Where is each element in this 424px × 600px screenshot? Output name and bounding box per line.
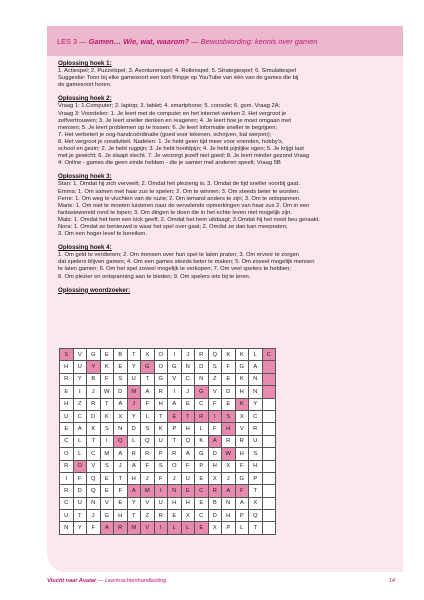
wordsearch-cell: V xyxy=(208,386,222,398)
wordsearch-cell: B xyxy=(114,349,128,361)
wordsearch-table xyxy=(59,348,276,535)
wordsearch-cell: Y xyxy=(127,497,141,509)
wordsearch-cell: B xyxy=(87,373,101,385)
wordsearch-cell: E xyxy=(60,386,74,398)
wordsearch-cell: G xyxy=(168,361,182,373)
section-hoek-2 xyxy=(58,95,392,167)
wordsearch-cell: A xyxy=(73,423,87,435)
wordsearch-cell: S xyxy=(141,423,155,435)
wordsearch-cell: U xyxy=(73,497,87,509)
wordsearch-cell: S xyxy=(114,373,128,385)
wordsearch-grid xyxy=(59,348,276,535)
section-body: Stan: 1. Omdat hij zich verveelt; 2. Omdat het plezierig is; 3. Omdat de tijd sneller voorbij gaat. Emma: 1. Om samen met haar zus te spelen; 2. Om te winnen; 3. Om steeds beter te worden. Ferre: 1. Om weg te vluchten van de ruzie; 2. Om iemand anders te zijn; 3. Om te ontspannen. Marie: 1. Om niet te moeten luisteren naar de vervelende opmerkingen van haar zus 2. Om in een fantasiewereld rond te lopen; 3. Om dingen te doen die in het echte leven niet mogelijk zijn. Mats: 1. Omdat het hem een kick geeft; 2. Omdat het hem uitdaagt; 3.Omdat hij het nooit beu geraakt. Nora: 1. Omdat ze benieuwd is waar het spel over gaat; 2. Omdat ze dan kan meepraten; 3. Om een hoger level te bereiken. xyxy=(58,181,320,238)
wordsearch-cell: N xyxy=(60,522,74,534)
wordsearch-cell: E xyxy=(60,423,74,435)
wordsearch-cell: Y xyxy=(73,373,87,385)
wordsearch-cell: A xyxy=(235,497,249,509)
wordsearch-cell: V xyxy=(235,423,249,435)
wordsearch-cell: F xyxy=(222,361,236,373)
wordsearch-cell: F xyxy=(181,460,195,472)
section-heading: Oplossing hoek 3: xyxy=(58,173,112,181)
wordsearch-cell: X xyxy=(208,522,222,534)
wordsearch-cell: I xyxy=(60,472,74,484)
wordsearch-cell: N xyxy=(87,497,101,509)
wordsearch-cell: K xyxy=(235,349,249,361)
wordsearch-cell: R xyxy=(195,410,209,422)
wordsearch-cell: V xyxy=(73,349,87,361)
wordsearch-cell: F xyxy=(114,485,128,497)
wordsearch-cell: F xyxy=(87,522,101,534)
wordsearch-cell: Y xyxy=(127,361,141,373)
wordsearch-cell: J xyxy=(114,460,128,472)
wordsearch-cell: A xyxy=(114,398,128,410)
wordsearch-cell: D xyxy=(114,386,128,398)
wordsearch-cell: O xyxy=(154,361,168,373)
section-hoek-4 xyxy=(58,244,392,280)
wordsearch-cell: U xyxy=(127,373,141,385)
wordsearch-cell xyxy=(262,485,276,497)
wordsearch-cell xyxy=(262,460,276,472)
wordsearch-cell: D xyxy=(195,361,209,373)
wordsearch-cell: N xyxy=(114,423,128,435)
wordsearch-cell: R xyxy=(249,423,263,435)
wordsearch-cell: I xyxy=(73,386,87,398)
wordsearch-cell: O xyxy=(168,460,182,472)
wordsearch-row xyxy=(60,349,276,361)
wordsearch-cell: H xyxy=(154,398,168,410)
wordsearch-cell xyxy=(262,522,276,534)
wordsearch-cell: H xyxy=(181,497,195,509)
wordsearch-cell xyxy=(262,361,276,373)
wordsearch-cell: K xyxy=(154,423,168,435)
wordsearch-cell: S xyxy=(154,460,168,472)
section-body: Vraag 1: 1.Computer; 2. laptop; 3. tablet; 4. smartphone; 5. console; 6. gsm. Vraag 2A; Vraag 3: Voordelen: 1. Je leert met de computer en het internet werken 2. Het vergroot je zelfvertrouwen; 3. Je leert sneller denken en reageren; 4. Je leert hoe je moet omgaan met mensen; 5. Je leert problemen op te lossen; 6. Je leert informatie sneller te begrijpen; 7. Het verbetert je oog-handcoördinatie (goed voor tekenen, schrijven, bal werpen); 8. Het vergroot je creativiteit. Nadelen: 1. Je hebt geen tijd meer voor vrienden, hobby's, school en gezin; 2. Je hebt rugpijn; 3. Je hebt hoofdpijn; 4. Je hebt pijnlijke ogen; 5. Je krijgt last met je gewicht; 6. Je slaapt slecht. 7. Je verzorgt jezelf niet goed; 8. Je leert minder gezond Vraag 4: Online - games die geen einde hebben - die je samen met anderen speelt; Vraag 5B xyxy=(58,103,310,167)
wordsearch-cell: T xyxy=(181,410,195,422)
wordsearch-cell: S xyxy=(208,361,222,373)
wordsearch-cell: L xyxy=(235,522,249,534)
wordsearch-cell: V xyxy=(141,522,155,534)
wordsearch-cell: X xyxy=(114,410,128,422)
wordsearch-cell: W xyxy=(222,448,236,460)
wordsearch-cell: R xyxy=(222,435,236,447)
wordsearch-cell: L xyxy=(249,349,263,361)
wordsearch-cell: R xyxy=(87,398,101,410)
wordsearch-cell: R xyxy=(60,373,74,385)
wordsearch-cell: R xyxy=(60,460,74,472)
wordsearch-cell: G xyxy=(235,361,249,373)
wordsearch-cell: U xyxy=(154,435,168,447)
wordsearch-cell xyxy=(262,386,276,398)
wordsearch-cell xyxy=(262,472,276,484)
wordsearch-row xyxy=(60,510,276,522)
wordsearch-row xyxy=(60,398,276,410)
wordsearch-cell: D xyxy=(87,410,101,422)
wordsearch-cell: N xyxy=(195,373,209,385)
wordsearch-cell: T xyxy=(127,510,141,522)
wordsearch-cell: X xyxy=(141,349,155,361)
wordsearch-cell: C xyxy=(181,373,195,385)
page-number: 14 xyxy=(388,578,395,584)
wordsearch-cell: E xyxy=(181,398,195,410)
wordsearch-cell: J xyxy=(181,386,195,398)
wordsearch-cell: H xyxy=(127,472,141,484)
content xyxy=(58,60,392,300)
wordsearch-cell: G xyxy=(87,349,101,361)
wordsearch-row xyxy=(60,361,276,373)
wordsearch-cell: T xyxy=(249,485,263,497)
wordsearch-row xyxy=(60,410,276,422)
section-heading: Oplossing hoek 4: xyxy=(58,244,112,252)
wordsearch-cell: T xyxy=(168,435,182,447)
wordsearch-row xyxy=(60,386,276,398)
wordsearch-cell: Q xyxy=(141,435,155,447)
wordsearch-cell: R xyxy=(114,522,128,534)
wordsearch-cell: S xyxy=(249,448,263,460)
wordsearch-cell: E xyxy=(195,497,209,509)
wordsearch-cell xyxy=(262,410,276,422)
wordsearch-cell: N xyxy=(249,386,263,398)
wordsearch-row xyxy=(60,497,276,509)
wordsearch-cell: H xyxy=(181,423,195,435)
wordsearch-heading: Oplossing woordzoeker: xyxy=(58,286,131,294)
wordsearch-cell: U xyxy=(60,410,74,422)
wordsearch-cell: G xyxy=(195,448,209,460)
wordsearch-cell: O xyxy=(60,448,74,460)
wordsearch-cell: H xyxy=(249,460,263,472)
wordsearch-cell: E xyxy=(114,497,128,509)
wordsearch-cell: I xyxy=(100,435,114,447)
wordsearch-cell: U xyxy=(181,472,195,484)
wordsearch-cell: P xyxy=(154,448,168,460)
wordsearch-cell: S xyxy=(100,460,114,472)
wordsearch-cell: H xyxy=(222,423,236,435)
wordsearch-cell: E xyxy=(181,485,195,497)
lesson-subtitle: — Bewustwording: kennis over gamen xyxy=(191,36,318,46)
wordsearch-cell: A xyxy=(222,485,236,497)
wordsearch-cell: X xyxy=(222,460,236,472)
wordsearch-cell: K xyxy=(100,410,114,422)
wordsearch-cell: C xyxy=(60,497,74,509)
wordsearch-cell: E xyxy=(222,398,236,410)
wordsearch-cell: R xyxy=(168,448,182,460)
wordsearch-cell: Y xyxy=(87,361,101,373)
wordsearch-cell: D xyxy=(222,386,236,398)
wordsearch-cell: R xyxy=(235,435,249,447)
wordsearch-cell: V xyxy=(100,497,114,509)
wordsearch-cell: F xyxy=(141,398,155,410)
wordsearch-row xyxy=(60,423,276,435)
wordsearch-cell: C xyxy=(73,410,87,422)
wordsearch-cell: F xyxy=(235,460,249,472)
wordsearch-cell: S xyxy=(100,423,114,435)
wordsearch-cell: F xyxy=(235,485,249,497)
wordsearch-cell: Y xyxy=(127,410,141,422)
wordsearch-cell: F xyxy=(100,373,114,385)
wordsearch-cell: T xyxy=(141,373,155,385)
wordsearch-cell: P xyxy=(168,423,182,435)
wordsearch-cell: U xyxy=(73,361,87,373)
wordsearch-cell: X xyxy=(235,410,249,422)
wordsearch-cell: H xyxy=(114,510,128,522)
wordsearch-cell: G xyxy=(154,373,168,385)
wordsearch-cell xyxy=(262,398,276,410)
wordsearch-cell: K xyxy=(87,423,101,435)
wordsearch-cell: N xyxy=(168,485,182,497)
wordsearch-cell: H xyxy=(60,361,74,373)
footer-title: Vlucht naar Avatar xyxy=(47,578,97,584)
wordsearch-cell: R xyxy=(154,510,168,522)
wordsearch-cell: T xyxy=(87,435,101,447)
wordsearch-cell: H xyxy=(235,386,249,398)
wordsearch-cell: X xyxy=(208,472,222,484)
section-woordzoeker xyxy=(58,287,392,294)
wordsearch-cell: Q xyxy=(114,435,128,447)
wordsearch-cell: E xyxy=(100,485,114,497)
section-heading: Oplossing hoek 2: xyxy=(58,95,112,103)
wordsearch-cell: T xyxy=(154,410,168,422)
wordsearch-cell: I xyxy=(154,485,168,497)
wordsearch-cell xyxy=(262,497,276,509)
wordsearch-cell: T xyxy=(127,349,141,361)
lesson-header-text xyxy=(47,37,317,46)
wordsearch-row xyxy=(60,373,276,385)
wordsearch-cell: F xyxy=(208,398,222,410)
wordsearch-cell: N xyxy=(249,373,263,385)
wordsearch-cell: O xyxy=(154,349,168,361)
wordsearch-cell: K xyxy=(100,361,114,373)
wordsearch-cell: C xyxy=(87,448,101,460)
wordsearch-cell: O xyxy=(73,460,87,472)
wordsearch-cell: R xyxy=(60,485,74,497)
wordsearch-cell: R xyxy=(127,448,141,460)
wordsearch-cell: A xyxy=(127,485,141,497)
wordsearch-row xyxy=(60,485,276,497)
wordsearch-cell: J xyxy=(127,398,141,410)
wordsearch-cell: S xyxy=(222,410,236,422)
wordsearch-cell: Y xyxy=(249,398,263,410)
wordsearch-cell: F xyxy=(73,472,87,484)
wordsearch-cell: P xyxy=(249,472,263,484)
wordsearch-cell: E xyxy=(195,472,209,484)
wordsearch-cell: E xyxy=(114,361,128,373)
wordsearch-cell: J xyxy=(87,510,101,522)
wordsearch-cell: J xyxy=(87,386,101,398)
wordsearch-cell: E xyxy=(100,472,114,484)
wordsearch-cell: P xyxy=(222,522,236,534)
wordsearch-cell: C xyxy=(249,410,263,422)
wordsearch-cell: N xyxy=(181,361,195,373)
wordsearch-cell: S xyxy=(60,349,74,361)
section-heading: Oplossing hoek 1: xyxy=(58,60,112,67)
wordsearch-cell: H xyxy=(60,398,74,410)
wordsearch-cell: F xyxy=(141,460,155,472)
wordsearch-cell: N xyxy=(222,497,236,509)
wordsearch-cell: A xyxy=(141,386,155,398)
wordsearch-cell: D xyxy=(127,423,141,435)
wordsearch-cell: T xyxy=(249,522,263,534)
wordsearch-cell: A xyxy=(100,522,114,534)
wordsearch-cell xyxy=(262,423,276,435)
wordsearch-cell: E xyxy=(168,410,182,422)
wordsearch-cell: M xyxy=(127,522,141,534)
wordsearch-cell: G xyxy=(235,472,249,484)
wordsearch-cell: J xyxy=(168,472,182,484)
wordsearch-cell: X xyxy=(249,497,263,509)
wordsearch-cell: D xyxy=(73,485,87,497)
wordsearch-cell: L xyxy=(168,522,182,534)
wordsearch-cell: I xyxy=(154,522,168,534)
wordsearch-cell: U xyxy=(249,435,263,447)
wordsearch-cell: W xyxy=(100,386,114,398)
section-hoek-1 xyxy=(58,60,392,89)
wordsearch-cell: V xyxy=(168,373,182,385)
wordsearch-row xyxy=(60,472,276,484)
wordsearch-cell: L xyxy=(73,435,87,447)
wordsearch-cell: Z xyxy=(73,398,87,410)
wordsearch-cell: L xyxy=(195,423,209,435)
wordsearch-cell: U xyxy=(60,510,74,522)
wordsearch-cell: G xyxy=(100,510,114,522)
wordsearch-cell: C xyxy=(195,510,209,522)
wordsearch-cell: X xyxy=(181,510,195,522)
wordsearch-cell: I xyxy=(208,410,222,422)
wordsearch-cell: K xyxy=(235,398,249,410)
wordsearch-cell: B xyxy=(208,497,222,509)
wordsearch-cell: E xyxy=(195,522,209,534)
wordsearch-cell: E xyxy=(100,349,114,361)
wordsearch-row xyxy=(60,522,276,534)
wordsearch-cell: A xyxy=(249,361,263,373)
wordsearch-cell: A xyxy=(181,448,195,460)
wordsearch-row xyxy=(60,448,276,460)
wordsearch-cell: R xyxy=(154,386,168,398)
wordsearch-cell: L xyxy=(181,522,195,534)
footer-subtitle: — Leerkrachtenhandleiding xyxy=(97,578,167,584)
wordsearch-cell: Q xyxy=(87,485,101,497)
wordsearch-cell: H xyxy=(208,460,222,472)
wordsearch-cell: K xyxy=(235,373,249,385)
wordsearch-cell: A xyxy=(127,460,141,472)
lesson-number: LES 3 — xyxy=(57,36,87,46)
wordsearch-cell: H xyxy=(235,448,249,460)
wordsearch-cell: I xyxy=(168,386,182,398)
wordsearch-cell: H xyxy=(168,497,182,509)
wordsearch-cell: K xyxy=(195,435,209,447)
wordsearch-cell: A xyxy=(168,398,182,410)
wordsearch-cell: V xyxy=(141,497,155,509)
wordsearch-cell: I xyxy=(168,349,182,361)
wordsearch-cell xyxy=(262,373,276,385)
wordsearch-row xyxy=(60,460,276,472)
wordsearch-cell: J xyxy=(181,349,195,361)
wordsearch-cell: P xyxy=(235,510,249,522)
lesson-header xyxy=(47,26,403,56)
wordsearch-cell: Z xyxy=(141,510,155,522)
wordsearch-cell: M xyxy=(100,448,114,460)
wordsearch-cell: G xyxy=(195,386,209,398)
wordsearch-cell: M xyxy=(141,485,155,497)
wordsearch-cell: C xyxy=(195,485,209,497)
section-body: 1. Om geld te verdienen; 2. Om mensen over hun spel te laten praten; 3. Om ervoor te zorgen dat spelers blijven gamen; 4. Om een games steeds beter te maken; 5. Om zoveel mogelijk mensen te laten gamen; 6. Om het spel zoveel mogelijk te verkopen; 7. Om veel spelers te hebben; 8. Om plezier en ontspanning aan te bieden; 9. Om spelers iets bij te leren. xyxy=(58,252,315,280)
wordsearch-cell: C xyxy=(195,398,209,410)
wordsearch-cell: D xyxy=(208,510,222,522)
wordsearch-cell: T xyxy=(73,510,87,522)
wordsearch-cell: J xyxy=(141,472,155,484)
wordsearch-cell: D xyxy=(208,448,222,460)
wordsearch-cell: Y xyxy=(73,522,87,534)
wordsearch-cell: T xyxy=(114,472,128,484)
section-hoek-3 xyxy=(58,173,392,238)
wordsearch-cell: F xyxy=(208,423,222,435)
wordsearch-cell: P xyxy=(195,460,209,472)
lesson-title: Gamen… Wie, wat, waarom? xyxy=(88,36,190,46)
wordsearch-cell: L xyxy=(127,435,141,447)
wordsearch-cell: C xyxy=(60,435,74,447)
wordsearch-cell: J xyxy=(222,472,236,484)
wordsearch-cell xyxy=(262,510,276,522)
wordsearch-cell: E xyxy=(222,373,236,385)
wordsearch-cell: K xyxy=(222,349,236,361)
wordsearch-cell: T xyxy=(100,398,114,410)
wordsearch-cell: H xyxy=(222,510,236,522)
wordsearch-cell: U xyxy=(154,497,168,509)
wordsearch-cell: E xyxy=(168,510,182,522)
wordsearch-cell: C xyxy=(262,349,276,361)
wordsearch-cell: A xyxy=(208,435,222,447)
wordsearch-cell: Z xyxy=(208,373,222,385)
wordsearch-cell: Q xyxy=(87,472,101,484)
wordsearch-cell: L xyxy=(141,410,155,422)
section-body: 1. Actiespel; 2. Puzzelspel; 3. Avonturenspel; 4. Rollenspel; 5. Strategiespel; 6. Simulatiespel Suggestie: Toon bij elke gamesoort een kort filmpje op YouTube van één van de games die bij de gamesoort horen. xyxy=(58,68,299,89)
wordsearch-cell: R xyxy=(141,448,155,460)
wordsearch-cell xyxy=(262,435,276,447)
footer xyxy=(47,578,403,584)
wordsearch-row xyxy=(60,435,276,447)
wordsearch-cell: R xyxy=(208,485,222,497)
wordsearch-cell: L xyxy=(73,448,87,460)
wordsearch-cell xyxy=(262,448,276,460)
wordsearch-cell: R xyxy=(195,349,209,361)
wordsearch-cell: F xyxy=(154,472,168,484)
wordsearch-cell: Q xyxy=(181,435,195,447)
wordsearch-cell: V xyxy=(87,460,101,472)
wordsearch-cell: Q xyxy=(249,510,263,522)
wordsearch-cell: M xyxy=(127,386,141,398)
wordsearch-cell: G xyxy=(141,361,155,373)
wordsearch-cell: A xyxy=(114,448,128,460)
wordsearch-cell: Q xyxy=(208,349,222,361)
